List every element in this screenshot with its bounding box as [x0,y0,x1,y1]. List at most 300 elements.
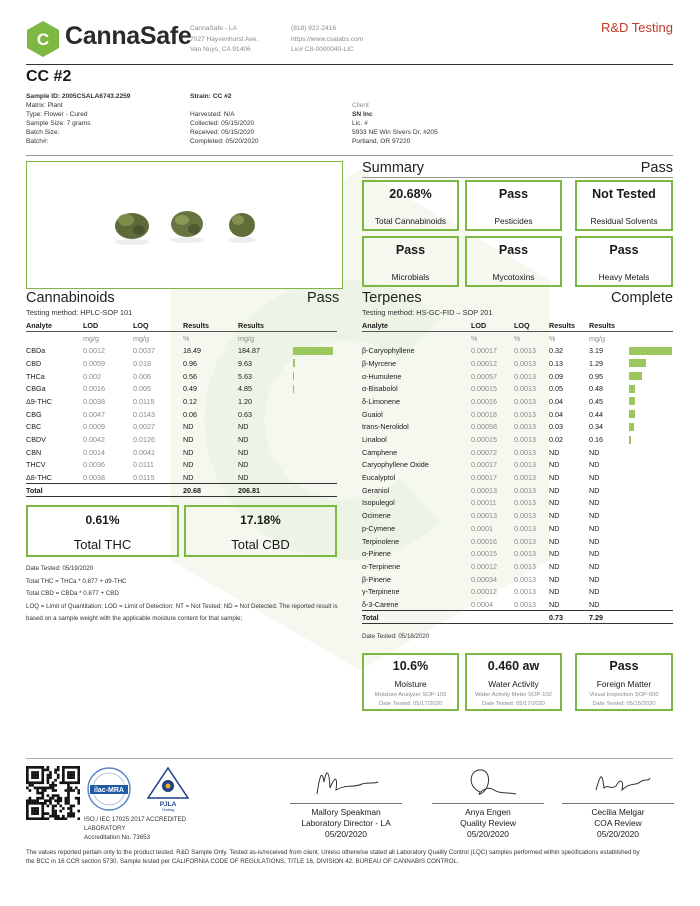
col-bar [293,319,337,332]
lod: 0.00012 [471,358,497,368]
result-bar [629,372,642,380]
result-pct: 0.04 [549,396,563,406]
table-row [362,484,673,497]
result-pct: ND [549,549,560,559]
loq: 0.0013 [514,587,536,597]
acc-number: Accreditation No. 73653 [84,834,151,841]
loq: 0.0013 [514,536,536,546]
analyte: Geraniol [362,485,390,495]
loq: 0.0037 [133,346,155,356]
result-pct: ND [183,472,194,482]
extra-sop: Water Activity Meter SOP-102 [475,692,552,698]
signer-block [548,807,688,840]
lod: 0.0016 [83,384,105,394]
result-mg: ND [589,485,600,495]
type: Type: Flower - Cured [26,111,88,118]
lod: 0.0042 [83,435,105,445]
result-pct: ND [549,536,560,546]
loq: 0.0013 [514,549,536,559]
table-row [362,598,673,611]
lod: 0.00058 [471,422,497,432]
col-lod: LOD [83,320,99,330]
loq: 0.0027 [133,422,155,432]
signature-line [562,803,674,804]
result-mg: 3.19 [589,346,603,356]
col-analyte: Analyte [362,320,388,330]
loq: 0.0013 [514,409,536,419]
analyte: p-Cymene [362,523,396,533]
table-row [362,535,673,548]
terpenes-title: Terpenes [362,290,422,306]
table-row [362,395,673,408]
table-row [26,459,337,472]
lod: 0.0009 [83,422,105,432]
result-mg: ND [589,587,600,597]
result-pct: ND [183,460,194,470]
result-bar [629,385,635,393]
sample-photo [26,161,343,289]
summary-tile [362,236,459,287]
result-mg: 1.29 [589,358,603,368]
terpenes-status: Complete [610,290,673,306]
ilac-text: ilac-MRA [94,787,124,794]
summary-title: Summary [362,160,425,176]
extra-sop: Moisture Analyzer SOP-103 [374,692,447,698]
analyte: α-Pinene [362,549,391,559]
signature-line [432,803,544,804]
analyte: Caryophyllene Oxide [362,460,429,470]
loq: 0.0013 [514,561,536,571]
table-row [362,421,673,434]
tile-label: Heavy Metals [598,272,650,282]
table-row [362,560,673,573]
result-bar [293,347,333,355]
date-tested: Date Tested: 05/19/2020 [26,565,94,572]
result-mg: ND [589,599,600,609]
result-bar [629,397,635,405]
analyte: THCa [26,371,45,381]
loq: 0.0013 [514,396,536,406]
analyte: δ-Limonene [362,396,400,406]
result-pct: 0.04 [549,409,563,419]
table-row [362,408,673,421]
analyte: CBC [26,422,42,432]
lod: 0.00017 [471,460,497,470]
client-name: SN Inc [352,111,373,118]
signer-name: Anya Engen [465,807,511,817]
strain: Strain: CC #2 [190,93,232,100]
loq: 0.0013 [514,599,536,609]
spacer [190,101,259,110]
info-divider [26,155,673,156]
extra-sop: Visual Inspection SOP-600 [589,692,659,698]
lod: 0.00018 [471,409,497,419]
table-header-row [26,319,337,332]
tile-value: 20.68% [389,187,432,201]
lab-line: CannaSafe - LA [190,25,237,32]
loq: 0.0013 [514,371,536,381]
result-mg: 0.95 [589,371,603,381]
result-pct: 0.13 [549,358,563,368]
abbreviations-note: LOQ = Limit of Quantitation; LOD = Limit of Detection; NT = Not Tested; ND = Not Detected. The reported result is based on a sample weight with the applicable moisture content for that sample; [26,602,338,622]
loq: 0.0013 [514,460,536,470]
cannasafe-logo-icon [26,20,60,58]
total-thc-box [26,505,179,557]
table-row [26,395,337,408]
extra-test-box [362,653,459,711]
total-row [26,484,337,497]
loq: 0.0041 [133,447,155,457]
table-row [362,509,673,522]
table-row [26,344,337,357]
result-mg: 0.63 [238,409,252,419]
batch-size: Batch Size: [26,129,60,136]
result-mg: ND [238,472,249,482]
cannabinoids-table [26,319,337,497]
result-pct: 0.09 [549,371,563,381]
client-info [352,101,438,146]
result-mg: 0.16 [589,435,603,445]
analyte: Linalool [362,435,387,445]
pjla-sub: Testing [161,807,175,812]
tile-value: Pass [498,187,529,201]
tile-value: Pass [609,243,639,257]
analyte: δ-3-Carene [362,599,399,609]
col-analyte: Analyte [26,320,52,330]
total-pct: 20.68 [183,485,201,495]
signer-block [418,807,558,840]
extra-label: Moisture [394,679,427,689]
extra-label: Foreign Matter [596,679,652,689]
loq: 0.0143 [133,409,155,419]
result-bar [629,436,631,444]
result-mg: 184.87 [238,346,260,356]
summary-divider [362,177,673,178]
analyte: THCV [26,460,46,470]
signature-mallory [312,764,382,800]
loq: 0.0126 [133,435,155,445]
result-pct: ND [549,473,560,483]
tile-value: Not Tested [592,187,656,201]
extra-date: Date Tested: 05/17/2020 [378,701,443,707]
result-pct: 0.56 [183,371,197,381]
tile-value: Pass [395,243,426,257]
signer-role: COA Review [594,818,642,828]
analyte: β-Myrcene [362,358,397,368]
total-row [362,611,673,624]
result-mg: ND [238,435,249,445]
lod: 0.00015 [471,435,497,445]
iso-line: ISO / IEC 17025:2017 ACCREDITED [84,816,187,823]
lod: 0.00017 [471,346,497,356]
analyte: Guaiol [362,409,383,419]
lod: 0.0001 [471,523,493,533]
summary-tile [575,180,673,231]
result-pct: 0.05 [549,384,563,394]
result-mg: 1.20 [238,396,252,406]
lab-contact [291,24,363,56]
result-pct: ND [549,460,560,470]
extra-date: Date Tested: 05/17/2020 [481,701,546,707]
table-row [26,408,337,421]
loq: 0.0013 [514,346,536,356]
total-pct: 0.73 [549,612,563,622]
result-mg: ND [238,460,249,470]
lod: 0.0004 [471,599,493,609]
analyte: Terpinolene [362,536,400,546]
license: Lic# C8-0000040-LIC [291,46,354,53]
loq: 0.006 [133,371,151,381]
lod: 0.00057 [471,371,497,381]
lod: 0.00011 [471,498,497,508]
analyte: α-Humulene [362,371,402,381]
loq: 0.0013 [514,384,536,394]
analyte: α-Terpinene [362,561,401,571]
signature-line [290,803,402,804]
result-pct: ND [549,485,560,495]
footer-divider [26,758,673,759]
result-pct: 0.96 [183,358,197,368]
total-cbd-value: 17.18% [240,513,281,527]
col-results-pct: Results [183,320,209,330]
table-row [26,433,337,446]
loq: 0.0013 [514,523,536,533]
lab-line: 7027 Hayvenhurst Ave. [190,35,259,43]
table-row [362,370,673,383]
table-row [362,446,673,459]
analyte: trans-Nerolidol [362,422,409,432]
total-cbd-formula: Total CBD = CBDa * 0.877 + CBD [26,590,119,597]
result-mg: 4.85 [238,384,252,394]
table-row [362,497,673,510]
result-mg: ND [589,523,600,533]
sample-title: CC #2 [26,68,72,85]
sample-details [26,92,130,146]
summary-tile [362,180,459,231]
extra-label: Water Activity [488,679,539,689]
result-mg: ND [589,511,600,521]
table-units-row: % % % mg/g [362,332,673,345]
sample-dates [190,92,259,146]
lod: 0.0036 [83,460,105,470]
lod: 0.0012 [83,346,105,356]
table-row [26,370,337,383]
loq: 0.0013 [514,511,536,521]
signer-role: Laboratory Director - LA [301,818,391,828]
table-units-row: mg/g mg/g % mg/g [26,332,337,345]
result-pct: ND [549,511,560,521]
loq: 0.0013 [514,447,536,457]
loq: 0.0111 [133,460,154,470]
rd-testing-tag: R&D Testing [600,20,673,35]
result-mg: 0.48 [589,384,603,394]
table-header-row [362,319,673,332]
result-bar [293,359,295,367]
analyte: CBDV [26,435,46,445]
analyte: CBD [26,358,42,368]
table-row [362,357,673,370]
analyte: Δ8-THC [26,472,52,482]
cannabinoids-method: Testing method: HPLC-SOP 101 [26,308,133,317]
loq: 0.0013 [514,358,536,368]
result-mg: 0.34 [589,422,603,432]
loq: 0.0013 [514,473,536,483]
table-row [26,382,337,395]
table-row [362,547,673,560]
col-bar [629,319,673,332]
table-row [26,446,337,459]
table-row [362,573,673,586]
result-pct: 0.49 [183,384,197,394]
extra-value: Pass [609,659,639,673]
lod: 0.00016 [471,396,497,406]
tile-label: Total Cannabinoids [374,216,447,226]
client-city: Portland, OR 97220 [352,138,411,145]
col-results-pct: Results [549,320,575,330]
lod: 0.0038 [83,472,105,482]
result-mg: ND [589,447,600,457]
summary-tile [465,180,562,231]
client-license: Lic. # [352,120,368,127]
batch-number: Batch#: [26,138,49,145]
cannabis-buds-image [27,162,344,290]
tile-label: Pesticides [494,216,533,226]
total-cbd-label: Total CBD [231,537,290,552]
table-row [26,421,337,434]
col-loq: LOQ [133,320,149,330]
tile-label: Mycotoxins [492,272,535,282]
loq: 0.0013 [514,498,536,508]
lab-line: Van Nuys, CA 91406 [190,46,251,53]
analyte: β-Pinene [362,574,391,584]
summary-tile [575,236,673,287]
extra-date: Date Tested: 05/15/2020 [592,701,656,707]
result-bar [293,385,294,393]
signer-block [276,807,416,840]
total-thc-label: Total THC [73,537,132,552]
sample-id: Sample ID: 2005CSALA6743.2259 [26,93,131,100]
total-thc-value: 0.61% [85,513,120,527]
matrix: Matrix: Plant [26,102,63,109]
terpenes-table [362,319,673,624]
table-row [26,471,337,484]
analyte: CBGa [26,384,46,394]
col-results-mg: Results [589,320,615,330]
lod: 0.00016 [471,536,497,546]
sample-size: Sample Size: 7 grams [26,120,91,127]
lod: 0.00034 [471,574,497,584]
signer-date: 05/20/2020 [325,829,367,839]
result-pct: 0.12 [183,396,197,406]
extra-value: 10.6% [392,659,429,673]
result-pct: ND [549,447,560,457]
result-mg: ND [589,536,600,546]
qr-code-icon [26,766,80,820]
result-bar [629,347,672,355]
result-pct: ND [549,587,560,597]
table-row [362,522,673,535]
summary-status: Pass [640,160,673,176]
result-mg: ND [589,561,600,571]
lod: 0.00017 [471,473,497,483]
terpenes-date: Date Tested: 05/18/2020 [362,633,430,640]
signature-cecilia [590,764,654,800]
analyte: β-Caryophyllene [362,346,415,356]
analyte: γ-Terpinene [362,587,400,597]
result-pct: ND [549,561,560,571]
collected: Collected: 05/15/2020 [190,120,255,127]
result-mg: ND [589,549,600,559]
result-pct: ND [549,523,560,533]
client-address: 5933 NE Win Sivers Dr, #205 [352,129,438,136]
lod: 0.00015 [471,384,497,394]
analyte: CBDa [26,346,46,356]
result-mg: ND [589,460,600,470]
total-mg: 206.81 [238,485,260,495]
total-cbd-box [184,505,337,557]
extra-value: 0.460 aw [487,659,540,673]
result-pct: 0.06 [183,409,197,419]
result-pct: 0.02 [549,435,563,445]
signer-role: Quality Review [460,818,516,828]
table-row [362,585,673,598]
table-row [362,433,673,446]
terpenes-method: Testing method: HS-GC-FID – SOP 201 [362,308,493,317]
lod: 0.0014 [83,447,105,457]
total-label: Total [26,485,43,495]
result-pct: ND [549,574,560,584]
lod: 0.00012 [471,587,497,597]
harvested: Harvested: N/A [190,111,235,118]
loq: 0.0013 [514,574,536,584]
loq: 0.0013 [514,485,536,495]
result-mg: ND [589,574,600,584]
analyte: Camphene [362,447,398,457]
analyte: α-Bisabolol [362,384,398,394]
tile-label: Residual Solvents [590,216,658,226]
total-label: Total [362,612,379,622]
lab-line: LABORATORY [84,825,126,832]
cannabinoids-status: Pass [307,290,340,306]
analyte: Δ9-THC [26,396,52,406]
analyte: CBG [26,409,42,419]
result-mg: ND [589,473,600,483]
loq: 0.018 [133,358,151,368]
result-bar [629,423,634,431]
table-row [362,459,673,472]
table-row [362,382,673,395]
signature-anya [462,764,522,800]
total-mg: 7.29 [589,612,603,622]
brand-name: CannaSafe [65,22,192,50]
result-bar [629,359,646,367]
result-mg: ND [238,447,249,457]
accreditation-text [84,815,186,842]
analyte: Eucalyptol [362,473,396,483]
result-mg: ND [589,498,600,508]
loq: 0.0013 [514,435,536,445]
result-bar [293,372,294,380]
phone: (818) 922-2416 [291,25,337,32]
cannabinoids-title: Cannabinoids [26,290,115,306]
website-link[interactable]: https://www.csalabs.com [291,35,364,43]
result-pct: ND [183,422,194,432]
summary-tile [465,236,562,287]
signer-date: 05/20/2020 [467,829,509,839]
result-pct: 0.03 [549,422,563,432]
col-loq: LOQ [514,320,530,330]
table-row [362,471,673,484]
